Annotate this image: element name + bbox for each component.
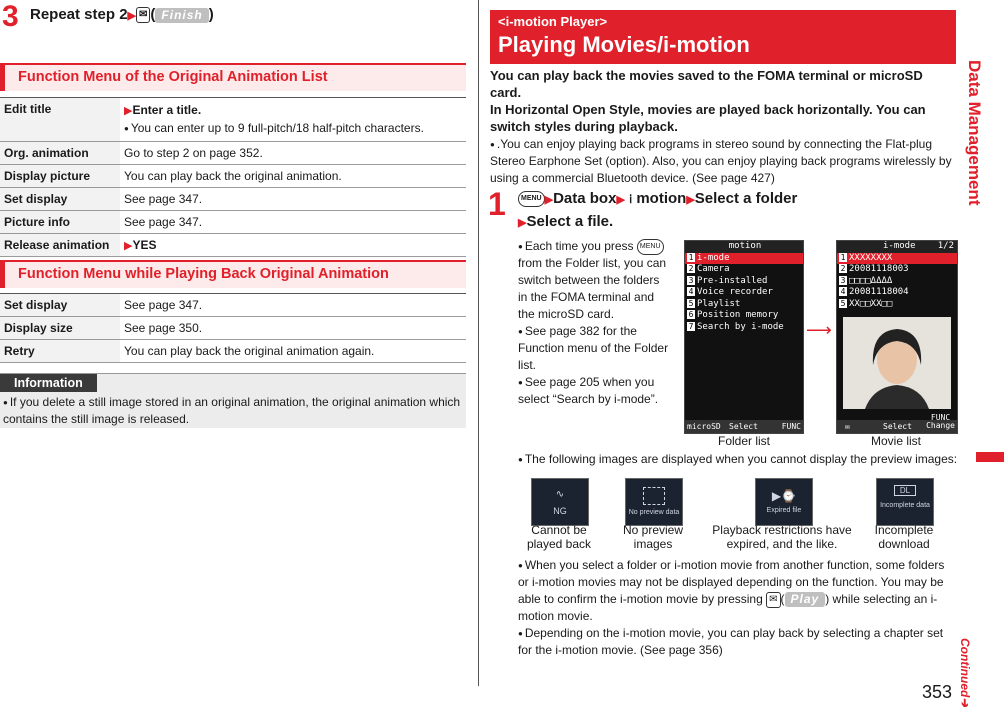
row-label: Retry	[0, 340, 120, 363]
table-row	[0, 234, 466, 257]
row-label: Org. animation	[0, 142, 120, 165]
step-number: 3	[2, 0, 19, 33]
table-row	[0, 188, 466, 211]
preview-image	[843, 317, 951, 409]
movie-list-caption: Movie list	[870, 434, 921, 448]
row-label: Set display	[0, 294, 120, 317]
finish-softkey: Finish	[155, 8, 208, 23]
table-row	[0, 340, 466, 363]
incomplete-download-icon: DL Incomplete data	[876, 478, 934, 526]
folder-list-caption: Folder list	[717, 434, 770, 448]
list-item[interactable]: 3 □□□□ΔΔΔΔ	[840, 275, 893, 286]
screen-header: i-mode 1/2	[837, 241, 957, 253]
preview-caption: No preview images	[622, 523, 684, 551]
table-row	[0, 142, 466, 165]
folder-list-screen	[684, 240, 804, 434]
row-label: Edit title	[0, 98, 120, 142]
row-value: ▶Enter a title. ● You can enter up to 9 full-pitch/18 half-pitch characters.	[120, 98, 466, 142]
row-value: See page 350.	[120, 317, 466, 340]
row-label: Set display	[0, 188, 120, 211]
list-item[interactable]: 3 Pre-installed	[688, 275, 768, 286]
row-value: ▶YES	[120, 234, 466, 257]
row-value: See page 347.	[120, 188, 466, 211]
table-row	[0, 317, 466, 340]
row-value: See page 347.	[120, 211, 466, 234]
i-icon: ⅰ	[629, 194, 633, 206]
section2-heading: Function Menu while Playing Back Original Animation	[0, 260, 466, 288]
menu-key-icon: MENU	[518, 191, 545, 207]
row-label: Picture info	[0, 211, 120, 234]
side-tab-label: Data Management	[965, 60, 984, 206]
list-item[interactable]: 4 Voice recorder	[688, 287, 773, 297]
step-number: 1	[488, 186, 506, 222]
preview-caption: Cannot be played back	[526, 523, 592, 551]
softkey-right[interactable]: FUNC Change	[926, 413, 955, 430]
row-value: See page 347.	[120, 294, 466, 317]
page-title: Playing Movies/i-motion	[498, 32, 750, 57]
information-label: Information	[0, 374, 97, 392]
softkey-center[interactable]: Select	[883, 422, 912, 431]
table-row	[0, 165, 466, 188]
table-row	[0, 294, 466, 317]
intro-text: You can play back the movies saved to the FOMA terminal or microSD card. In Horizontal Open Style, movies are played back horizontally. You can switch styles during playback.	[490, 68, 926, 134]
list-item[interactable]: 1 XXXXXXXX	[837, 253, 957, 265]
mail-icon[interactable]: ✉	[845, 422, 850, 431]
section1-heading: Function Menu of the Original Animation List	[0, 63, 466, 91]
preview-note: ● The following images are displayed when you cannot display the preview images:	[518, 452, 958, 466]
arrow-right-icon: ⟶	[806, 320, 832, 340]
mail-key-icon: ✉	[766, 592, 780, 608]
page-number: 353	[922, 682, 953, 702]
menu-key-icon: MENU	[637, 239, 664, 255]
expired-file-icon: ▶⌚ Expired file	[755, 478, 813, 526]
mail-key-icon: ✉	[136, 7, 150, 23]
list-item[interactable]: 2 Camera	[688, 264, 730, 274]
intro-note: ● .You can enjoy playing back programs in stereo sound by connecting the Flat-plug Stereo Earphone Set (option). Also, you can enjoy playing back programs wirelessly by using a commercial Bluetooth device. (See page 427)	[490, 136, 956, 187]
step1-notes: ● Each time you press MENU from the Folder list, you can switch between the folders in the FOMA terminal and the microSD card. ● See page 382 for the Function menu of the Folder list. ● See page 205 when you select “Search by i-mode”.	[518, 238, 670, 408]
play-softkey: Play	[785, 592, 826, 607]
softkey-right[interactable]: FUNC	[781, 422, 801, 431]
function-menu-table-2	[0, 293, 466, 363]
bottom-notes: ● When you select a folder or i-motion movie from another function, some folders or i-motion movies may not be displayed depending on the function. You may be able to confirm the i-motion movie by pressing ✉ ( Play ) while selecting an i-motion movie. ● Depending on the i-motion movie, you can play back by selecting a chapter set for the i-motion movie. (See page 356)	[518, 557, 958, 659]
list-item[interactable]: 5 XX□□XX□□	[840, 298, 893, 309]
movie-list-screen	[836, 240, 958, 434]
row-label: Release animation	[0, 234, 120, 257]
information-text: ● If you delete a still image stored in an original animation, the original animation which contains the still image is released.	[3, 394, 461, 427]
side-tab-marker	[976, 452, 1004, 462]
row-value: Go to step 2 on page 352.	[120, 142, 466, 165]
function-menu-table-1	[0, 97, 466, 257]
banner-subtitle: <i-motion Player>	[498, 14, 608, 29]
step-text: MENU ▶Data box▶ ⅰ motion▶Select a folder ▶Select a file.	[518, 190, 798, 230]
row-label: Display size	[0, 317, 120, 340]
preview-caption: Playback restrictions have expired, and the like.	[712, 523, 852, 551]
table-row	[0, 211, 466, 234]
list-item[interactable]: 7 Search by i-mode	[688, 321, 784, 332]
softkey-center[interactable]: Select	[729, 422, 758, 431]
title-banner	[490, 10, 956, 64]
table-row	[0, 98, 466, 142]
preview-caption: Incomplete download	[874, 523, 934, 551]
list-item[interactable]: 5 Playlist	[688, 298, 741, 309]
continued-label: Continued➔	[958, 638, 972, 707]
no-preview-icon: No preview data	[625, 478, 683, 526]
information-box	[0, 373, 466, 428]
cannot-play-icon: ∿ NG	[531, 478, 589, 526]
list-item[interactable]: 2 20081118003	[840, 264, 909, 274]
row-value: You can play back the original animation.	[120, 165, 466, 188]
screen-header: motion	[685, 241, 803, 253]
list-item[interactable]: 1 i-mode	[685, 253, 803, 265]
list-item[interactable]: 4 20081118004	[840, 287, 909, 297]
softkey-left[interactable]: microSD	[687, 422, 721, 431]
column-divider	[478, 0, 479, 686]
step-text: Repeat step 2▶ ✉ ( Finish )	[30, 6, 214, 23]
list-item[interactable]: 6 Position memory	[688, 310, 779, 320]
row-value: You can play back the original animation again.	[120, 340, 466, 363]
row-label: Display picture	[0, 165, 120, 188]
